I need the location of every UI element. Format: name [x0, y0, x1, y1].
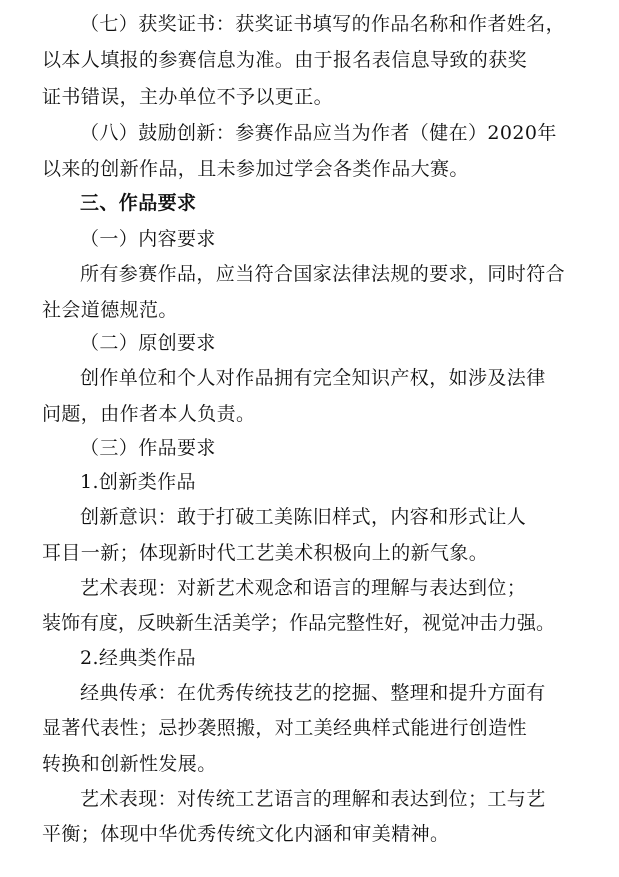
text-line: 显著代表性；忌抄袭照搬，对工美经典样式能进行创造性 — [42, 717, 528, 739]
text-line: 耳目一新；体现新时代工艺美术积极向上的新气象。 — [42, 542, 489, 564]
subheading: 1.创新类作品 — [80, 471, 196, 493]
text-line: 装饰有度，反映新生活美学；作品完整性好，视觉冲击力强。 — [42, 612, 556, 634]
subheading: （三）作品要求 — [80, 437, 216, 459]
text-line: （七）获奖证书：获奖证书填写的作品名称和作者姓名， — [80, 13, 566, 35]
text-line: 艺术表现：对新艺术观念和语言的理解与表达到位； — [80, 577, 527, 599]
text-line: 创作单位和个人对作品拥有完全知识产权，如涉及法律 — [80, 367, 546, 389]
text-line: 以本人填报的参赛信息为准。由于报名表信息导致的获奖 — [42, 49, 528, 71]
text-line: 证书错误，主办单位不予以更正。 — [42, 86, 334, 108]
subheading: （二）原创要求 — [80, 332, 216, 354]
subheading: （一）内容要求 — [80, 228, 216, 250]
text-line: 创新意识：敢于打破工美陈旧样式，内容和形式让人 — [80, 506, 527, 528]
text-line: （八）鼓励创新：参赛作品应当为作者（健在）2020年 — [80, 122, 557, 144]
text-line: 以来的创新作品，且未参加过学会各类作品大赛。 — [42, 158, 469, 180]
text-line: 经典传承：在优秀传统技艺的挖掘、整理和提升方面有 — [80, 682, 546, 704]
text-line: 平衡；体现中华优秀传统文化内涵和审美精神。 — [42, 823, 450, 845]
text-line: 艺术表现：对传统工艺语言的理解和表达到位；工与艺 — [80, 788, 546, 810]
section-heading: 三、作品要求 — [80, 192, 197, 214]
text-line: 社会道德规范。 — [42, 299, 178, 321]
text-line: 转换和创新性发展。 — [42, 753, 217, 775]
text-line: 问题，由作者本人负责。 — [42, 403, 256, 425]
subheading: 2.经典类作品 — [80, 647, 196, 669]
text-line: 所有参赛作品，应当符合国家法律法规的要求，同时符合 — [80, 263, 566, 285]
